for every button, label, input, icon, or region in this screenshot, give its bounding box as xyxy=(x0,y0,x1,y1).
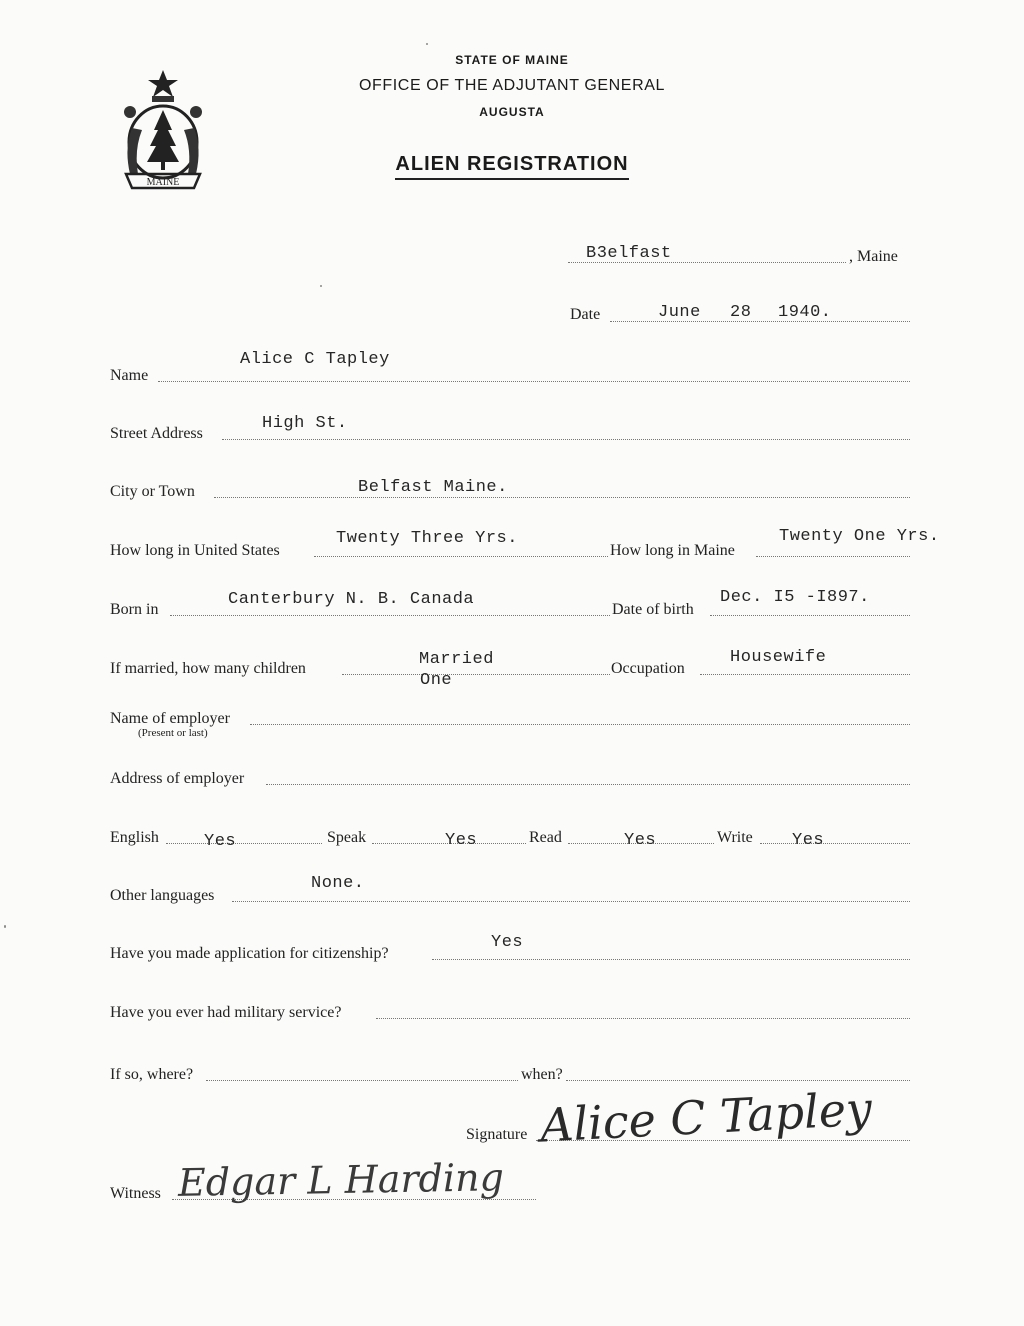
english-value: Yes xyxy=(204,832,237,851)
children-label: If married, how many children xyxy=(110,660,306,677)
other-languages-value: None. xyxy=(311,874,365,893)
other-languages-label: Other languages xyxy=(110,887,215,904)
born-in-value: Canterbury N. B. Canada xyxy=(228,590,475,609)
dob-value: Dec. I5 -I897. xyxy=(720,588,870,607)
when-label: when? xyxy=(521,1066,563,1083)
header-state: STATE OF MAINE xyxy=(455,53,569,67)
street-label: Street Address xyxy=(110,425,203,442)
witness-label: Witness xyxy=(110,1185,161,1202)
form-title: ALIEN REGISTRATION xyxy=(395,153,628,180)
where-label: If so, where? xyxy=(110,1066,194,1083)
employer-label: Name of employer xyxy=(110,710,230,727)
date-month: June xyxy=(658,303,701,322)
us-years-value: Twenty Three Yrs. xyxy=(336,529,518,548)
english-label: English xyxy=(110,829,159,846)
citizenship-value: Yes xyxy=(491,933,524,952)
place-suffix: , Maine xyxy=(849,248,898,265)
speak-value: Yes xyxy=(445,831,478,850)
speak-label: Speak xyxy=(327,829,367,846)
employer-sublabel: (Present or last) xyxy=(138,727,208,739)
born-in-label: Born in xyxy=(110,601,159,618)
header-city: AUGUSTA xyxy=(479,105,545,119)
witness-handwriting: Edgar L Harding xyxy=(177,1155,505,1205)
children-value-count: One xyxy=(420,671,453,690)
occupation-value: Housewife xyxy=(730,648,827,667)
date-year: 1940. xyxy=(778,303,832,322)
signature-handwriting: Alice C Tapley xyxy=(538,1081,874,1153)
date-label: Date xyxy=(570,306,601,323)
maine-years-value: Twenty One Yrs. xyxy=(779,527,940,546)
name-value: Alice C Tapley xyxy=(240,350,390,369)
maine-years-label: How long in Maine xyxy=(610,542,735,559)
street-value: High St. xyxy=(262,414,348,433)
military-label: Have you ever had military service? xyxy=(110,1004,342,1021)
read-label: Read xyxy=(529,829,562,846)
name-label: Name xyxy=(110,367,149,384)
seal-banner-text: MAINE xyxy=(146,177,180,188)
citizenship-label: Have you made application for citizenship? xyxy=(110,945,389,962)
signature-label: Signature xyxy=(466,1126,528,1143)
write-label: Write xyxy=(717,829,753,846)
children-value-married: Married xyxy=(419,650,494,669)
read-value: Yes xyxy=(624,831,657,850)
us-years-label: How long in United States xyxy=(110,542,280,559)
city-label: City or Town xyxy=(110,483,195,500)
city-value: Belfast Maine. xyxy=(358,478,508,497)
dob-label: Date of birth xyxy=(612,601,694,618)
occupation-label: Occupation xyxy=(611,660,685,677)
employer-address-label: Address of employer xyxy=(110,770,245,787)
header-office: OFFICE OF THE ADJUTANT GENERAL xyxy=(358,77,666,94)
place-value: B3elfast xyxy=(586,244,672,263)
date-day: 28 xyxy=(730,303,752,322)
write-value: Yes xyxy=(792,831,825,850)
